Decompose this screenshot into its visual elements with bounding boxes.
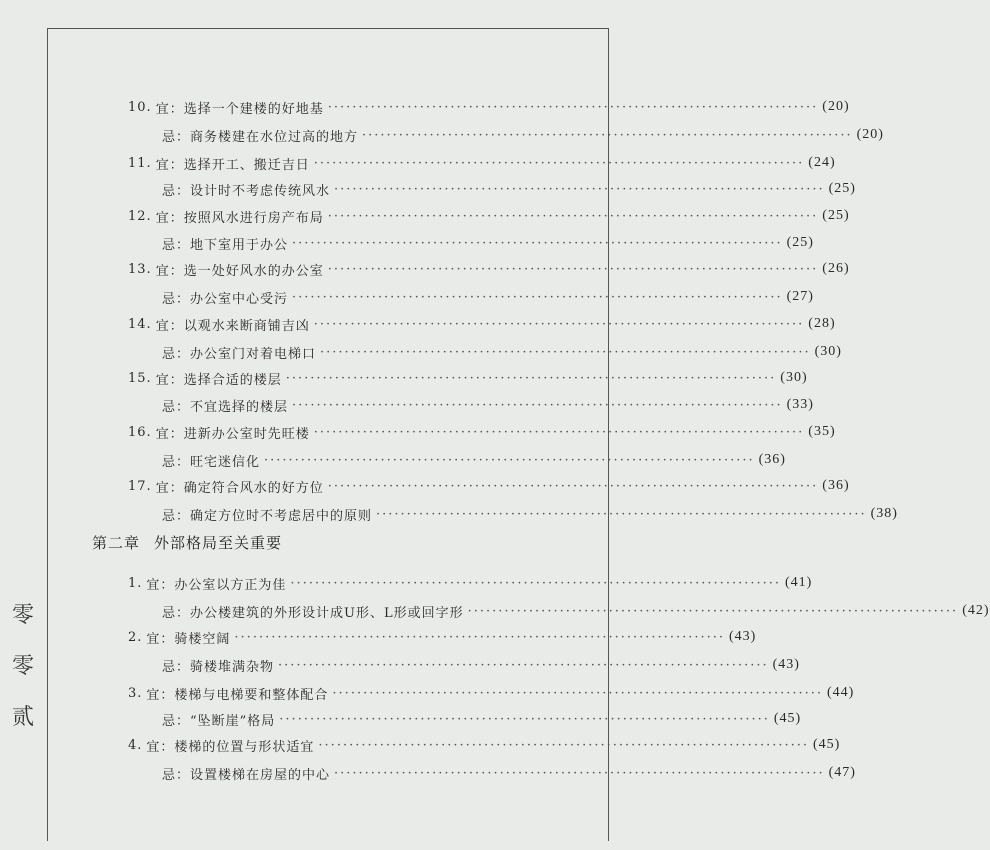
- toc-entry[interactable]: [128, 503, 898, 525]
- entry-title: 忌：地下室用于办公: [162, 237, 289, 253]
- entry-title: 宜：选一处好风水的办公室: [155, 263, 324, 279]
- entry-title: 忌：办公室门对着电梯口: [162, 346, 317, 362]
- entry-title: 忌：办公楼建筑的外形设计成U形、L形或回字形: [162, 605, 464, 621]
- entry-page-number: (45): [773, 711, 802, 726]
- dot-leader: ················································································: [467, 603, 959, 619]
- dot-leader: ················································································: [313, 155, 805, 171]
- toc-entry[interactable]: [128, 626, 757, 648]
- entry-page-number: (44): [827, 685, 855, 700]
- entry-number: 11.: [128, 155, 152, 171]
- entry-title: 忌：旺宅迷信化: [162, 454, 261, 470]
- toc-entry[interactable]: [128, 341, 842, 363]
- entry-number: 15.: [128, 370, 152, 386]
- side-char-2: 零: [11, 654, 34, 679]
- entry-page-number: (43): [729, 629, 757, 644]
- entry-page-number: (26): [822, 261, 850, 276]
- dot-leader: ················································································: [292, 235, 783, 251]
- entry-title: 忌：骑楼堆满杂物: [162, 659, 275, 675]
- dot-leader: ················································································: [279, 711, 770, 727]
- entry-title: 宜：楼梯与电梯要和整体配合: [146, 687, 329, 703]
- entry-number: 13.: [128, 261, 152, 277]
- entry-number: 2.: [128, 629, 143, 645]
- dot-leader: ················································································: [313, 424, 805, 440]
- entry-page-number: (42): [962, 603, 990, 618]
- toc-entry[interactable]: [128, 475, 850, 497]
- dot-leader: ················································································: [362, 127, 853, 143]
- entry-page-number: (27): [786, 289, 814, 304]
- entry-title: 忌：“坠断崖”格局: [162, 713, 276, 729]
- entry-title: 宜：选择一个建楼的好地基: [155, 101, 324, 117]
- toc-entry[interactable]: [128, 178, 856, 200]
- entry-page-number: (47): [828, 765, 856, 780]
- toc-entry[interactable]: [128, 232, 814, 254]
- entry-page-number: (33): [786, 397, 814, 412]
- entry-page-number: (43): [772, 657, 800, 672]
- entry-title: 忌：办公室中心受污: [162, 291, 289, 307]
- entry-number: 12.: [128, 208, 152, 224]
- dot-leader: ················································································: [327, 99, 819, 115]
- entry-page-number: (28): [808, 316, 836, 331]
- dot-leader: ················································································: [292, 289, 783, 305]
- entry-number: 3.: [128, 685, 143, 701]
- dot-leader: ················································································: [334, 181, 825, 197]
- entry-title: 忌：确定方位时不考虑居中的原则: [162, 508, 373, 524]
- entry-title: 忌：不宜选择的楼层: [162, 399, 289, 415]
- dot-leader: ················································································: [285, 370, 777, 386]
- toc-entry[interactable]: [128, 600, 990, 622]
- dot-leader: ················································································: [376, 506, 867, 522]
- entry-title: 宜：以观水来断商铺吉凶: [155, 318, 310, 334]
- entry-page-number: (30): [780, 370, 808, 385]
- chapter-number: 第二章: [92, 534, 141, 552]
- toc-entry[interactable]: [128, 152, 836, 174]
- toc-entry[interactable]: [128, 205, 850, 227]
- toc-entry[interactable]: [128, 734, 841, 756]
- entry-title: 宜：按照风水进行房产布局: [155, 210, 324, 226]
- toc-entry[interactable]: [128, 682, 855, 704]
- entry-title: 宜：选择开工、搬迁吉日: [155, 157, 310, 173]
- entry-title: 忌：设置楼梯在房屋的中心: [162, 767, 331, 783]
- dot-leader: ················································································: [327, 478, 819, 494]
- toc-entry[interactable]: [128, 367, 808, 389]
- chapter-heading: [92, 532, 282, 553]
- dot-leader: ················································································: [334, 765, 825, 781]
- entry-page-number: (36): [822, 478, 850, 493]
- toc-entry[interactable]: [128, 313, 836, 335]
- entry-title: 宜：进新办公室时先旺楼: [155, 426, 310, 442]
- dot-leader: ················································································: [278, 657, 769, 673]
- side-char-3: 贰: [11, 705, 34, 730]
- entry-page-number: (25): [786, 235, 814, 250]
- dot-leader: ················································································: [234, 629, 726, 645]
- dot-leader: ················································································: [318, 737, 810, 753]
- entry-title: 宜：确定符合风水的好方位: [155, 480, 324, 496]
- dot-leader: ················································································: [290, 575, 782, 591]
- toc-entry[interactable]: [128, 394, 814, 416]
- toc-entry[interactable]: [128, 449, 786, 471]
- dot-leader: ················································································: [327, 208, 819, 224]
- entry-title: 宜：办公室以方正为佳: [146, 577, 287, 593]
- toc-entry[interactable]: [128, 124, 884, 146]
- side-char-1: 零: [11, 603, 34, 628]
- entry-number: 17.: [128, 478, 152, 494]
- entry-page-number: (36): [758, 452, 786, 467]
- entry-number: 14.: [128, 316, 152, 332]
- entry-page-number: (38): [870, 506, 898, 521]
- entry-page-number: (20): [856, 127, 884, 142]
- toc-entry[interactable]: [128, 572, 813, 594]
- entry-title: 宜：楼梯的位置与形状适宜: [146, 739, 315, 755]
- entry-title: 忌：商务楼建在水位过高的地方: [162, 129, 359, 145]
- entry-page-number: (24): [808, 155, 836, 170]
- dot-leader: ················································································: [292, 397, 783, 413]
- side-page-label: [4, 598, 42, 731]
- toc-entry[interactable]: [128, 654, 800, 676]
- entry-number: 1.: [128, 575, 143, 591]
- entry-title: 忌：设计时不考虑传统风水: [162, 183, 331, 199]
- toc-entry[interactable]: [128, 762, 856, 784]
- dot-leader: ················································································: [320, 344, 811, 360]
- toc-entry[interactable]: [128, 286, 814, 308]
- entry-page-number: (25): [822, 208, 850, 223]
- entry-number: 16.: [128, 424, 152, 440]
- chapter-title: 外部格局至关重要: [154, 534, 283, 552]
- entry-page-number: (25): [828, 181, 856, 196]
- entry-page-number: (30): [814, 344, 842, 359]
- dot-leader: ················································································: [327, 261, 819, 277]
- toc-entry[interactable]: [128, 708, 802, 730]
- dot-leader: ················································································: [313, 316, 805, 332]
- entry-page-number: (20): [822, 99, 850, 114]
- toc-entry[interactable]: [128, 421, 836, 443]
- entry-number: 10.: [128, 99, 152, 115]
- dot-leader: ················································································: [264, 452, 755, 468]
- entry-number: 4.: [128, 737, 143, 753]
- entry-page-number: (45): [813, 737, 841, 752]
- entry-title: 宜：选择合适的楼层: [155, 372, 282, 388]
- entry-page-number: (35): [808, 424, 836, 439]
- entry-page-number: (41): [785, 575, 813, 590]
- entry-title: 宜：骑楼空阔: [146, 631, 231, 647]
- dot-leader: ················································································: [332, 685, 824, 701]
- toc-entry[interactable]: [128, 96, 850, 118]
- toc-entry[interactable]: [128, 258, 850, 280]
